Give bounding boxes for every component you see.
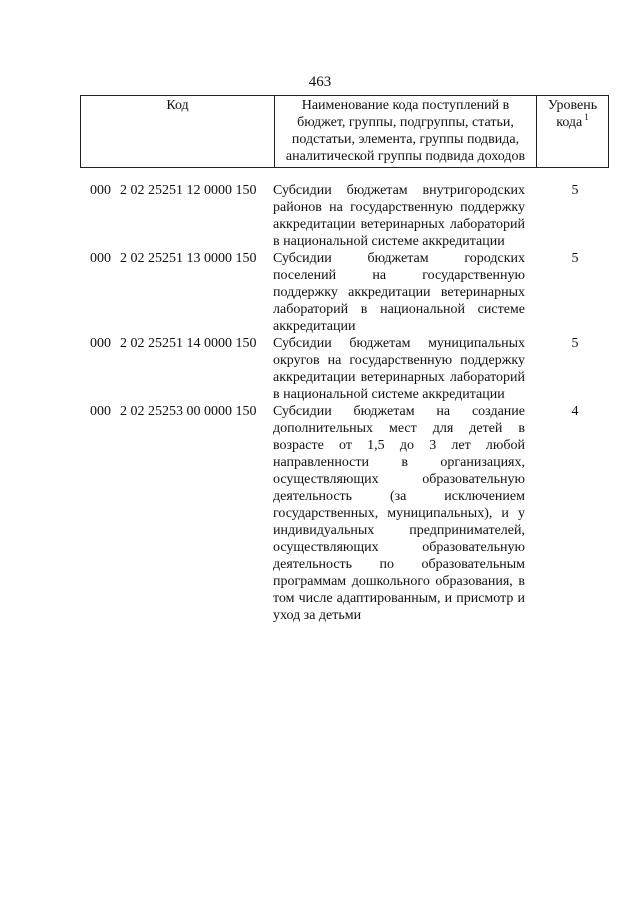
header-code-cell — [81, 96, 275, 168]
row-level: 4 — [571, 404, 579, 419]
row-name: Субсидии бюджетам муниципальных округов на государственную поддержку аккредитации ветеринарных лабораторий в национальной системе аккредитации — [273, 336, 525, 402]
row-name: Субсидии бюджетам на создание дополнительных мест для детей в возрасте от 1,5 до 3 лет любой направленности в организациях, осуществляющих образовательную деятельность (за исключением государственных, муниципальных), и у индивидуальных предпринимателей, осуществляющих образовательную деятельность по образовательным программам дошкольного образования, в том числе адаптированным, и присмотр и уход за детьми — [273, 404, 525, 623]
table-row — [80, 335, 608, 403]
header-level-footnote: 1 — [584, 112, 589, 123]
table-header — [80, 95, 609, 168]
row-admin-code: 000 — [90, 336, 111, 351]
row-admin-code: 000 — [90, 251, 111, 266]
row-level: 5 — [571, 251, 579, 266]
row-name: Субсидии бюджетам внутригородских районов на государственную поддержку аккредитации ветеринарных лабораторий в национальной системе аккредитации — [273, 183, 525, 249]
header-name: Наименование кода поступлений в бюджет, группы, подгруппы, статьи, подстатьи, элемента, группы подвида, аналитической группы подвида доходов — [285, 98, 526, 164]
header-level-cell — [537, 96, 609, 168]
row-level: 5 — [571, 336, 579, 351]
header-level: Уровень кода — [547, 98, 598, 130]
table-row — [80, 182, 608, 250]
row-name: Субсидии бюджетам городских поселений на государственную поддержку аккредитации ветеринарных лабораторий в национальной системе аккредитации — [273, 251, 525, 334]
row-code: 2 02 25251 13 0000 150 — [120, 251, 257, 266]
table-row — [80, 403, 608, 624]
row-admin-code: 000 — [90, 404, 111, 419]
row-code: 2 02 25253 00 0000 150 — [120, 404, 257, 419]
table-row — [80, 250, 608, 335]
row-level: 5 — [571, 183, 579, 198]
header-name-cell — [275, 96, 537, 168]
row-admin-code: 000 — [90, 183, 111, 198]
row-code: 2 02 25251 14 0000 150 — [120, 336, 257, 351]
page-number: 463 — [308, 74, 332, 90]
table-body — [80, 182, 608, 624]
header-code: Код — [166, 98, 189, 113]
row-code: 2 02 25251 12 0000 150 — [120, 183, 257, 198]
